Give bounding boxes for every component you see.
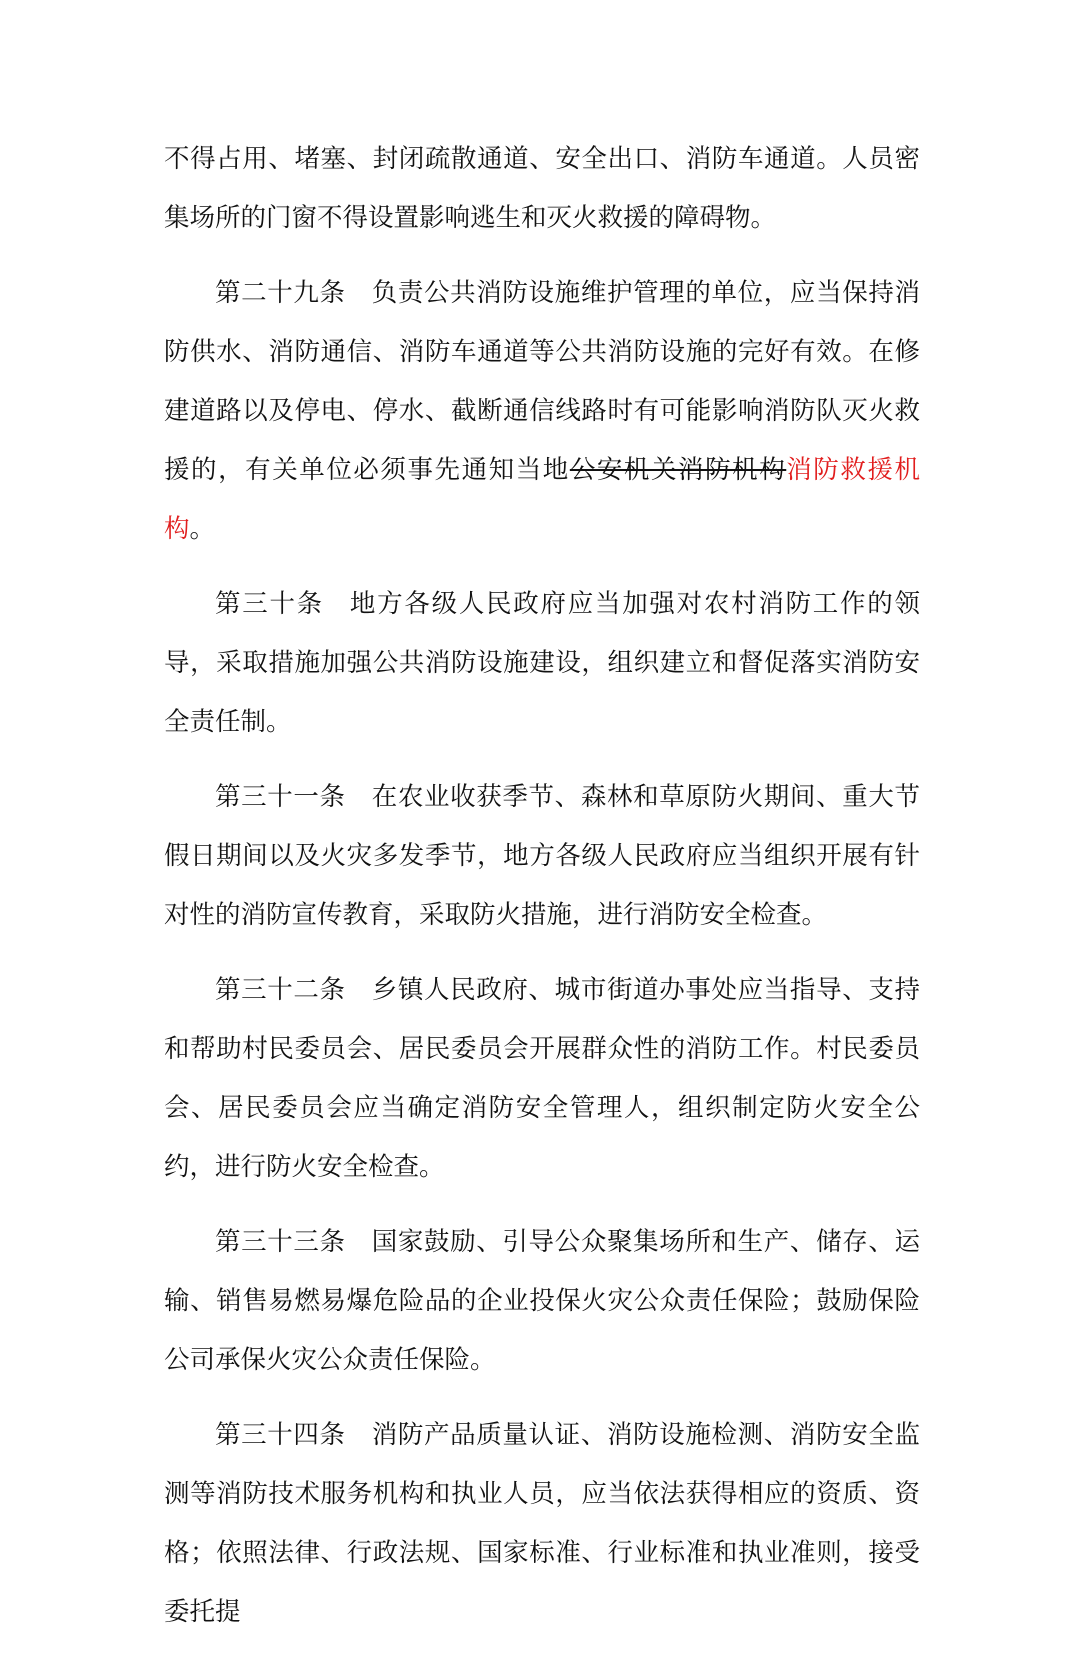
article-32	[164, 961, 920, 1197]
paragraph-text: 乡镇人民政府、城市街道办事处应当指导、支持和帮助村民委员会、居民委员会开展群众性的消防工作。村民委员会、居民委员会应当确定消防安全管理人，组织制定防火安全公约，进行防火安全检查。	[164, 975, 920, 1182]
inserted-text: 消防救援机构	[164, 455, 920, 544]
article-33	[164, 1213, 920, 1390]
article-number: 第三十二条	[215, 975, 346, 1005]
paragraph-text: 不得占用、堵塞、封闭疏散通道、安全出口、消防车通道。人员密集场所的门窗不得设置影响逃生和灭火救援的障碍物。	[164, 144, 920, 233]
deleted-text: 公安机关消防机构	[569, 455, 787, 485]
article-number: 第三十条	[215, 589, 324, 619]
paragraph-text: 在农业收获季节、森林和草原防火期间、重大节假日期间以及火灾多发季节，地方各级人民政府应当组织开展有针对性的消防宣传教育，采取防火措施，进行消防安全检查。	[164, 782, 920, 930]
article-number: 第三十三条	[215, 1227, 346, 1257]
document-page	[164, 130, 920, 1658]
article-number: 第三十一条	[215, 782, 346, 812]
article-30	[164, 575, 920, 752]
paragraph-text-end: 。	[189, 514, 216, 544]
paragraph-text: 地方各级人民政府应当加强对农村消防工作的领导，采取措施加强公共消防设施建设，组织建立和督促落实消防安全责任制。	[164, 589, 920, 737]
paragraph-text: 负责公共消防设施维护管理的单位，应当保持消防供水、消防通信、消防车通道等公共消防设施的完好有效。在修建道路以及停电、停水、截断通信线路时有可能影响消防队灭火救援的，有关单位必须事先通知当地	[164, 278, 920, 485]
paragraph-continuation	[164, 130, 920, 248]
paragraph-text: 国家鼓励、引导公众聚集场所和生产、储存、运输、销售易燃易爆危险品的企业投保火灾公众责任保险；鼓励保险公司承保火灾公众责任保险。	[164, 1227, 920, 1375]
article-29	[164, 264, 920, 559]
article-31	[164, 768, 920, 945]
article-number: 第三十四条	[215, 1420, 346, 1450]
article-number: 第二十九条	[215, 278, 346, 308]
article-34	[164, 1406, 920, 1642]
paragraph-text: 消防产品质量认证、消防设施检测、消防安全监测等消防技术服务机构和执业人员，应当依法获得相应的资质、资格；依照法律、行政法规、国家标准、行业标准和执业准则，接受委托提	[164, 1420, 920, 1627]
